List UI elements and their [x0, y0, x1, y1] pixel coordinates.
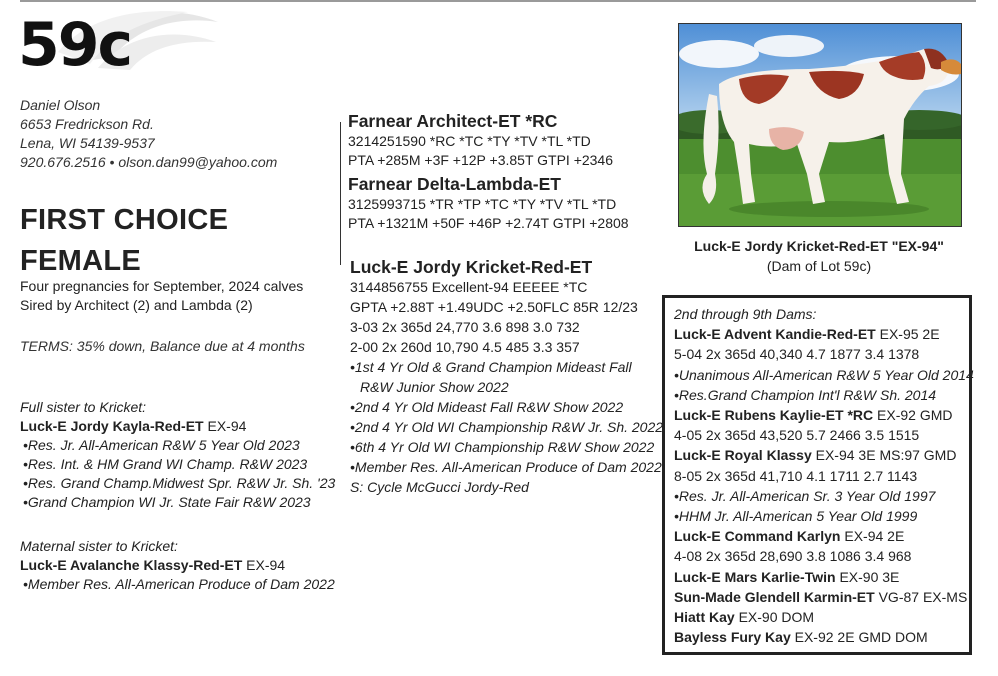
dam-achievement: •1st 4 Yr Old & Grand Champion Mideast Fall: [350, 359, 632, 375]
maternal-sister-name: Luck-E Avalanche Klassy-Red-ET: [20, 557, 243, 573]
ancestor-score: EX-92 GMD: [873, 407, 953, 424]
ancestor-score: EX-94 2E: [840, 528, 905, 545]
dam-info-line: GPTA +2.88T +1.49UDC +2.50FLC 85R 12/23: [350, 299, 638, 315]
full-sister-score: EX-94: [203, 418, 247, 434]
lot-number: 59c: [18, 10, 132, 80]
dam-line-name: [674, 526, 969, 546]
sire-name: Farnear Delta-Lambda-ET: [348, 174, 561, 194]
description-line-2: Sired by Architect (2) and Lambda (2): [20, 297, 253, 313]
headline-line-2: FEMALE: [20, 245, 142, 277]
sire-architect: [348, 111, 613, 170]
ancestor-name: Hiatt Kay: [674, 609, 735, 626]
full-sister-achievement: •Res. Int. & HM Grand WI Champ. R&W 2023: [23, 456, 308, 472]
sire-info-line: PTA +1321M +50F +46P +2.74T GTPI +2808: [348, 215, 629, 231]
ancestor-name: Luck-E Royal Klassy: [674, 447, 812, 464]
dam-achievement: •2nd 4 Yr Old Mideast Fall R&W Show 2022: [350, 399, 624, 415]
sire-name: Farnear Architect-ET *RC: [348, 111, 558, 131]
dam-achievement: R&W Junior Show 2022: [360, 379, 509, 395]
dam-record: 3-03 2x 365d 24,770 3.6 898 3.0 732: [350, 319, 580, 335]
sire-divider-line: [340, 122, 341, 265]
consignor-phone-email: 920.676.2516 • olson.dan99@yahoo.com: [20, 154, 278, 170]
full-sister-achievement: •Res. Jr. All-American R&W 5 Year Old 2023: [23, 437, 300, 453]
dam-achievement: •6th 4 Yr Old WI Championship R&W Show 2022: [350, 439, 655, 455]
dam-sire-line: S: Cycle McGucci Jordy-Red: [350, 479, 529, 495]
full-sister-achievement: •Res. Grand Champ.Midwest Spr. R&W Jr. Sh. '23: [23, 475, 336, 491]
cow-photo: [678, 23, 962, 227]
ancestor-score: VG-87 EX-MS: [874, 588, 968, 605]
ancestor-name: Luck-E Advent Kandie-Red-ET: [674, 326, 876, 343]
ancestor-score: EX-94 3E MS:97 GMD: [811, 447, 957, 464]
dam-line-name: [674, 607, 969, 627]
dam-achievement: •2nd 4 Yr Old WI Championship R&W Jr. Sh. 2022: [350, 419, 664, 435]
ancestor-achievement: •Res.Grand Champion Int'l R&W Sh. 2014: [674, 386, 937, 403]
ancestor-name: Sun-Made Glendell Karmin-ET: [674, 588, 875, 605]
ancestor-record: 5-04 2x 365d 40,340 4.7 1877 3.4 1378: [674, 346, 920, 363]
ancestor-name: Bayless Fury Kay: [674, 629, 791, 646]
ancestor-record: 8-05 2x 365d 41,710 4.1 1711 2.7 1143: [674, 467, 918, 484]
ancestor-achievement: •Res. Jr. All-American Sr. 3 Year Old 1997: [674, 487, 936, 504]
lot-description: [20, 277, 303, 315]
ancestor-score: EX-95 2E: [875, 326, 940, 343]
ancestor-achievement: •Unanimous All-American R&W 5 Year Old 2014: [674, 366, 974, 383]
dam-line-name: [674, 627, 969, 647]
sire-info-line: 3125993715 *TR *TP *TC *TY *TV *TL *TD: [348, 196, 617, 212]
maternal-sister-section: [20, 537, 335, 594]
dam-info-line: 3144856755 Excellent-94 EEEEE *TC: [350, 279, 588, 295]
maternal-sister-name-line: [20, 556, 335, 575]
dam-line-name: [674, 324, 969, 344]
photo-caption-sub: (Dam of Lot 59c): [766, 258, 872, 274]
maternal-sister-achievement: •Member Res. All-American Produce of Dam 2022: [23, 576, 335, 592]
full-sister-achievement: •Grand Champion WI Jr. State Fair R&W 2023: [23, 494, 311, 510]
description-line-1: Four pregnancies for September, 2024 calves: [20, 278, 304, 294]
full-sister-label: Full sister to Kricket:: [20, 399, 147, 415]
lot-headline: [20, 200, 228, 282]
dams-box: [662, 295, 972, 655]
ancestor-name: Luck-E Mars Karlie-Twin: [674, 568, 836, 585]
consignor-name: Daniel Olson: [20, 97, 101, 113]
ancestor-name: Luck-E Command Karlyn: [674, 528, 841, 545]
maternal-sister-score: EX-94: [242, 557, 286, 573]
sale-terms: TERMS: 35% down, Balance due at 4 months: [20, 338, 305, 354]
dam-line-name: [674, 587, 969, 607]
ancestor-record: 4-05 2x 365d 43,520 5.7 2466 3.5 1515: [674, 427, 920, 444]
dam-section: [350, 257, 663, 497]
consignor-contact: [20, 96, 277, 172]
ancestor-score: EX-90 DOM: [734, 609, 815, 626]
dam-record: 2-00 2x 260d 10,790 4.5 485 3.3 357: [350, 339, 580, 355]
consignor-address-street: 6653 Fredrickson Rd.: [20, 116, 154, 132]
photo-caption: [660, 236, 978, 276]
dam-line-name: [674, 567, 969, 587]
consignor-address-city: Lena, WI 54139-9537: [20, 135, 155, 151]
sire-info-line: 3214251590 *RC *TC *TY *TV *TL *TD: [348, 133, 591, 149]
maternal-sister-label: Maternal sister to Kricket:: [20, 538, 178, 554]
sire-lambda: [348, 174, 629, 233]
dam-achievement: •Member Res. All-American Produce of Dam 2022: [350, 459, 662, 475]
dam-name: Luck-E Jordy Kricket-Red-ET: [350, 257, 593, 277]
ancestor-record: 4-08 2x 365d 28,690 3.8 1086 3.4 968: [674, 548, 912, 565]
sire-info-line: PTA +285M +3F +12P +3.85T GTPI +2346: [348, 152, 614, 168]
full-sister-name: Luck-E Jordy Kayla-Red-ET: [20, 418, 204, 434]
ancestor-score: EX-92 2E GMD DOM: [790, 629, 928, 646]
headline-line-1: FIRST CHOICE: [20, 204, 229, 236]
dams-header: 2nd through 9th Dams:: [674, 306, 817, 322]
photo-caption-name: Luck-E Jordy Kricket-Red-ET "EX-94": [694, 238, 944, 254]
dam-line-name: [674, 405, 969, 425]
ancestor-name: Luck-E Rubens Kaylie-ET *RC: [674, 407, 874, 424]
ancestor-score: EX-90 3E: [835, 568, 900, 585]
dam-line-name: [674, 445, 969, 465]
full-sister-section: [20, 398, 335, 512]
full-sister-name-line: [20, 417, 335, 436]
cow-photo-illustration: [679, 24, 961, 226]
ancestor-achievement: •HHM Jr. All-American 5 Year Old 1999: [674, 508, 918, 525]
